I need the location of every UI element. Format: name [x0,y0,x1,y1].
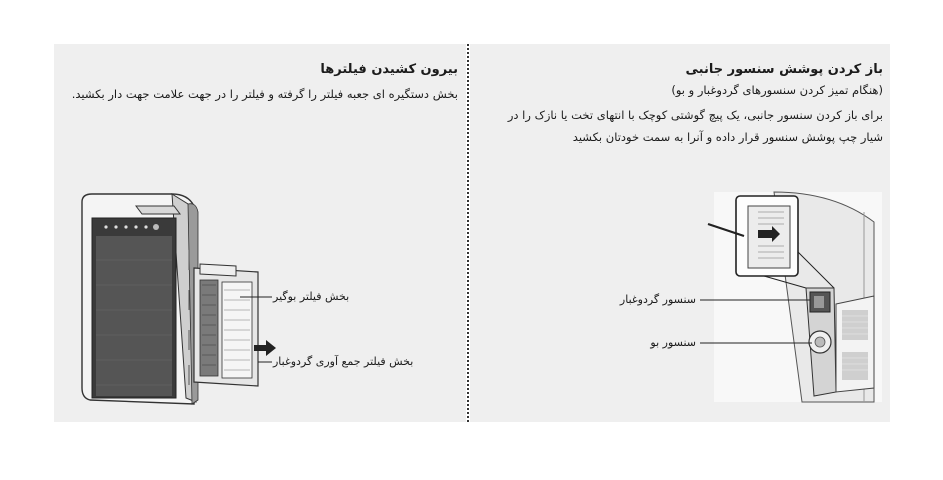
right-subtitle: (هنگام تمیز کردن سنسورهای گردوغبار و بو) [671,83,883,97]
odor-sensor-label: سنسور بو [650,336,696,349]
right-heading: باز کردن پوشش سنسور جانبی [685,62,883,77]
dust-sensor-label: سنسور گردوغبار [619,293,696,306]
right-instructions: برای باز کردن سنسور جانبی، یک پیچ گوشتی کوچک با انتهای تخت یا نازک را در شیار چپ پوشش سنسور قرار داده و آنرا به سمت خودتان بکشید [507,108,883,144]
left-instructions: بخش دستگیره ای جعبه فیلتر را گرفته و فیلتر را در جهت علامت جهت دار بکشید. [71,87,458,101]
left-heading: بیرون کشیدن فیلترها [320,62,458,77]
deodorizing-filter-label: بخش فیلتر بوگیر [273,290,350,303]
dust-filter-label: بخش فیلتر جمع آوری گردوغبار [273,355,414,368]
